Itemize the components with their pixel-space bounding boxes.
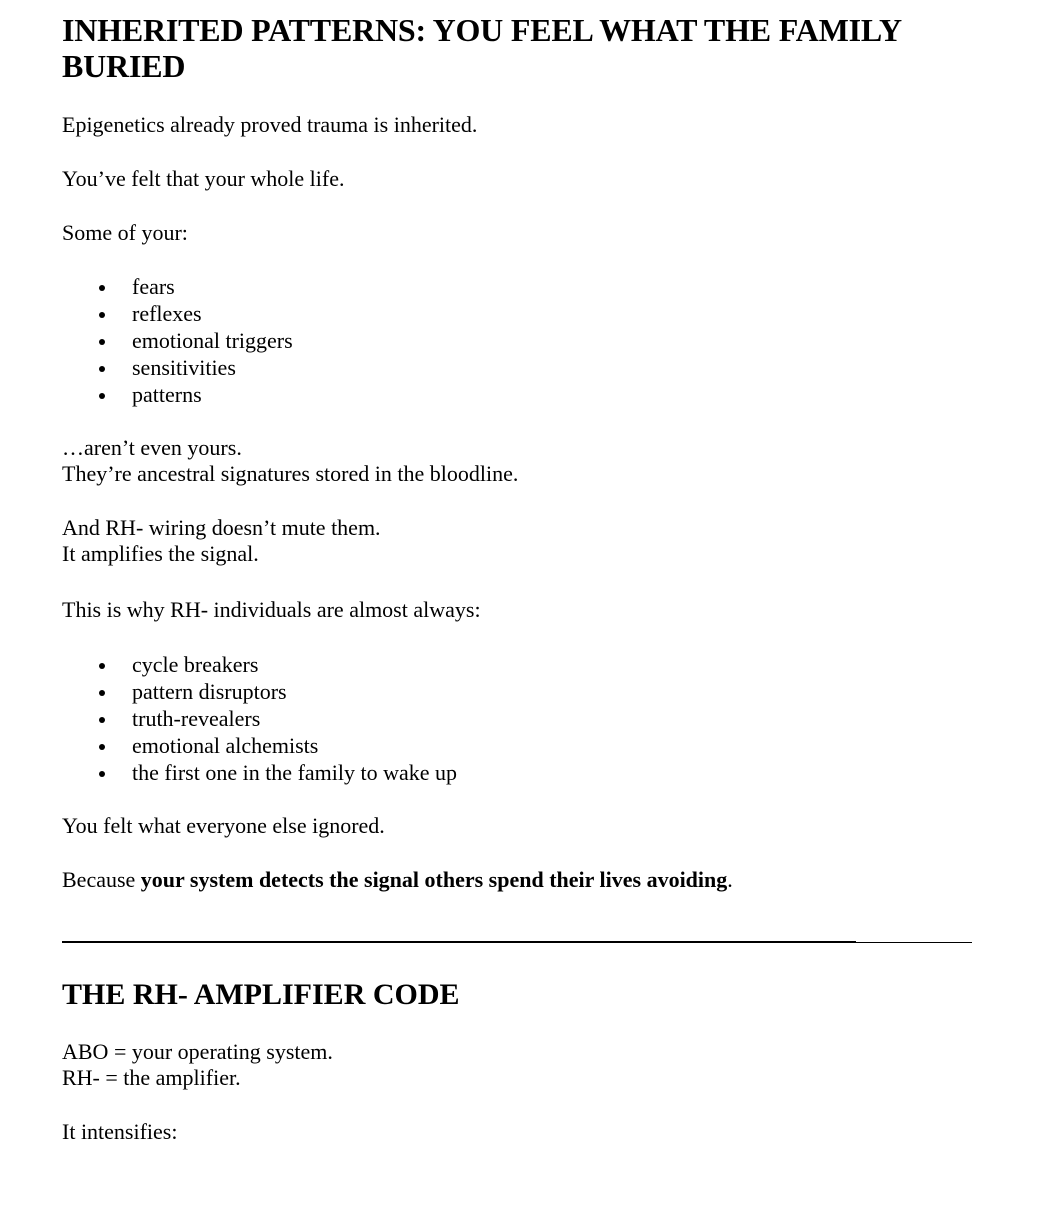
- paragraph-it-intensifies: It intensifies:: [62, 1119, 178, 1144]
- bullet-icon: [99, 312, 105, 318]
- section-title-inherited-patterns: INHERITED PATTERNS: YOU FEEL WHAT THE FAMILY BURIED: [62, 12, 901, 84]
- bullet-icon: [99, 690, 105, 696]
- paragraph-abo-operating-system: ABO = your operating system.: [62, 1039, 333, 1064]
- bullet-icon: [99, 285, 105, 291]
- list-item: sensitivities: [62, 354, 293, 381]
- bullet-icon: [99, 339, 105, 345]
- paragraph-rh-wiring: And RH- wiring doesn’t mute them.: [62, 515, 381, 540]
- bullet-icon: [99, 393, 105, 399]
- paragraph-epigenetics: Epigenetics already proved trauma is inherited.: [62, 112, 478, 137]
- list-item: pattern disruptors: [62, 678, 457, 705]
- bold-emphasis: your system detects the signal others spend their lives avoiding: [140, 867, 728, 892]
- list-item: cycle breakers: [62, 651, 457, 678]
- paragraph-ancestral-signatures: They’re ancestral signatures stored in the bloodline.: [62, 461, 519, 486]
- paragraph-felt-ignored: You felt what everyone else ignored.: [62, 813, 385, 838]
- bullet-list-traits: [62, 273, 293, 408]
- paragraph-rh-amplifier: RH- = the amplifier.: [62, 1065, 241, 1090]
- paragraph-felt-whole-life: You’ve felt that your whole life.: [62, 166, 345, 191]
- list-item: truth-revealers: [62, 705, 457, 732]
- list-item: emotional triggers: [62, 327, 293, 354]
- list-item: reflexes: [62, 300, 293, 327]
- bullet-icon: [99, 366, 105, 372]
- list-item: emotional alchemists: [62, 732, 457, 759]
- list-item: patterns: [62, 381, 293, 408]
- bullet-icon: [99, 717, 105, 723]
- list-item: the first one in the family to wake up: [62, 759, 457, 786]
- list-item: fears: [62, 273, 293, 300]
- paragraph-some-of-your: Some of your:: [62, 220, 188, 245]
- paragraph-this-is-why: This is why RH- individuals are almost always:: [62, 597, 481, 622]
- bullet-list-roles: [62, 651, 457, 786]
- paragraph-arent-yours: …aren’t even yours.: [62, 435, 242, 460]
- paragraph-because: Because your system detects the signal others spend their lives avoiding.: [62, 867, 733, 892]
- horizontal-divider: [62, 942, 972, 943]
- section-title-amplifier-code: THE RH- AMPLIFIER CODE: [62, 978, 460, 1011]
- bullet-icon: [99, 744, 105, 750]
- bullet-icon: [99, 771, 105, 777]
- paragraph-amplifies-signal: It amplifies the signal.: [62, 541, 259, 566]
- bullet-icon: [99, 663, 105, 669]
